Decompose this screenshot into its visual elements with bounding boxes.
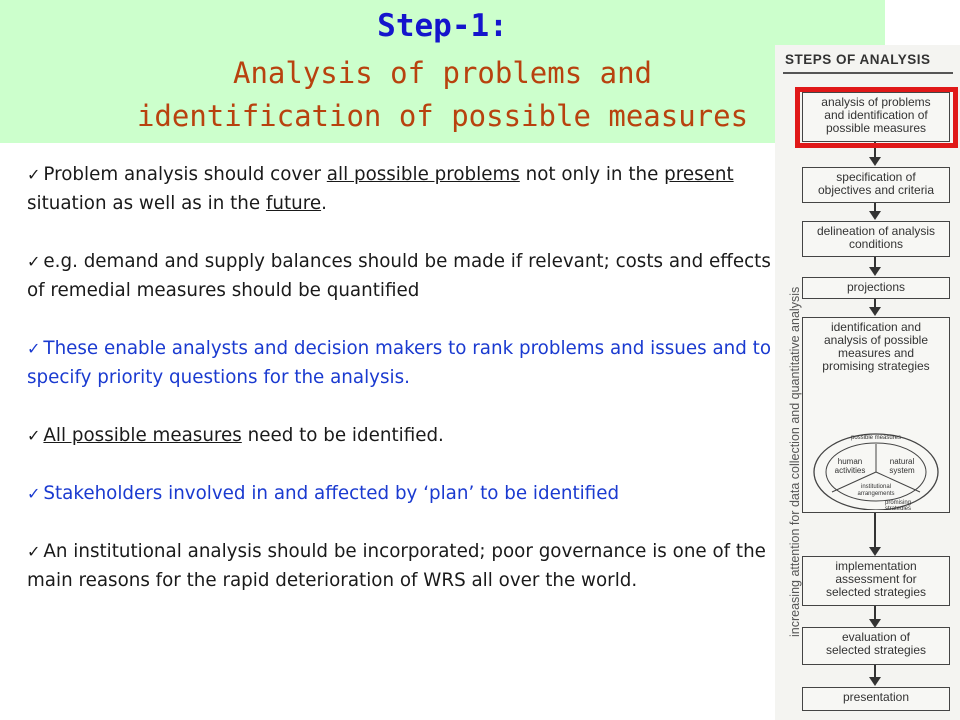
bullet-stakeholders: ✓ Stakeholders involved in and affected by ‘plan’ to be identified	[27, 483, 620, 504]
arrowhead-2	[869, 211, 881, 220]
cycle-top-label: possible measures	[850, 435, 902, 441]
bullet-all-possible-measures: ✓ All possible measures need to be identified.	[27, 425, 444, 446]
underlined-present: present	[664, 164, 734, 185]
box-evaluation: evaluation of selected strategies	[802, 627, 950, 665]
arrowhead-5	[869, 547, 881, 556]
box-implementation-assessment: implementation assessment for selected strategies	[802, 556, 950, 606]
bullet-demand-supply: ✓ e.g. demand and supply balances should be made if relevant; costs and effects of remedial measures should be quantified	[27, 251, 771, 301]
svg-text:system: system	[889, 466, 915, 475]
svg-text:arrangements: arrangements	[857, 491, 895, 497]
svg-text:natural: natural	[889, 457, 915, 466]
underlined-all-possible-problems: all possible problems	[326, 164, 520, 185]
box-identification-and-analysis: identification and analysis of possible measures and promising strategies	[802, 317, 950, 513]
arrowhead-7	[869, 677, 881, 686]
step-heading: Step-1:	[377, 8, 508, 44]
bullet-problem-analysis: ✓ Problem analysis should cover all possible problems not only in the present situation as well as in the future.	[27, 164, 734, 214]
svg-text:human: human	[837, 457, 863, 466]
arrowhead-1	[869, 157, 881, 166]
arrowhead-3	[869, 267, 881, 276]
bullet-institutional-analysis: ✓ An institutional analysis should be incorporated; poor governance is one of the main reasons for the rapid deterioration of WRS all over the world.	[27, 541, 766, 591]
figure-top-rule	[783, 72, 953, 74]
box-projections: projections	[802, 277, 950, 299]
measures-cycle-diagram	[810, 430, 942, 510]
checkmark-icon: ✓	[27, 426, 41, 445]
box-specification-of-objectives: specification of objectives and criteria	[802, 167, 950, 203]
svg-text:strategies: strategies	[884, 506, 912, 510]
box-presentation: presentation	[802, 687, 950, 711]
underlined-all-possible-measures: All possible measures	[43, 425, 242, 446]
box-analysis-of-problems: analysis of problems and identification of possible measures	[802, 92, 950, 142]
underlined-future: future	[265, 193, 322, 214]
arrowhead-4	[869, 307, 881, 316]
figure-heading: STEPS OF ANALYSIS	[785, 52, 931, 67]
checkmark-icon: ✓	[27, 252, 41, 271]
title-line-2: identification of possible measures	[136, 99, 749, 133]
svg-text:institutional: institutional	[860, 484, 892, 490]
svg-text:activities: activities	[834, 466, 866, 475]
checkmark-icon: ✓	[27, 339, 41, 358]
bullet-rank-problems: ✓ These enable analysts and decision makers to rank problems and issues and to specify priority questions for the analysis.	[27, 338, 772, 388]
title-line-1: Analysis of problems and	[232, 56, 653, 90]
figure-side-label: increasing attention for data collection and quantitative analysis	[788, 286, 802, 637]
bullet-list	[27, 160, 777, 624]
checkmark-icon: ✓	[27, 542, 41, 561]
arrow-5	[874, 513, 876, 549]
current-step-highlight	[795, 87, 958, 148]
box-delineation-of-analysis: delineation of analysis conditions	[802, 221, 950, 257]
checkmark-icon: ✓	[27, 165, 41, 184]
svg-text:promising: promising	[884, 500, 912, 506]
checkmark-icon: ✓	[27, 484, 41, 503]
